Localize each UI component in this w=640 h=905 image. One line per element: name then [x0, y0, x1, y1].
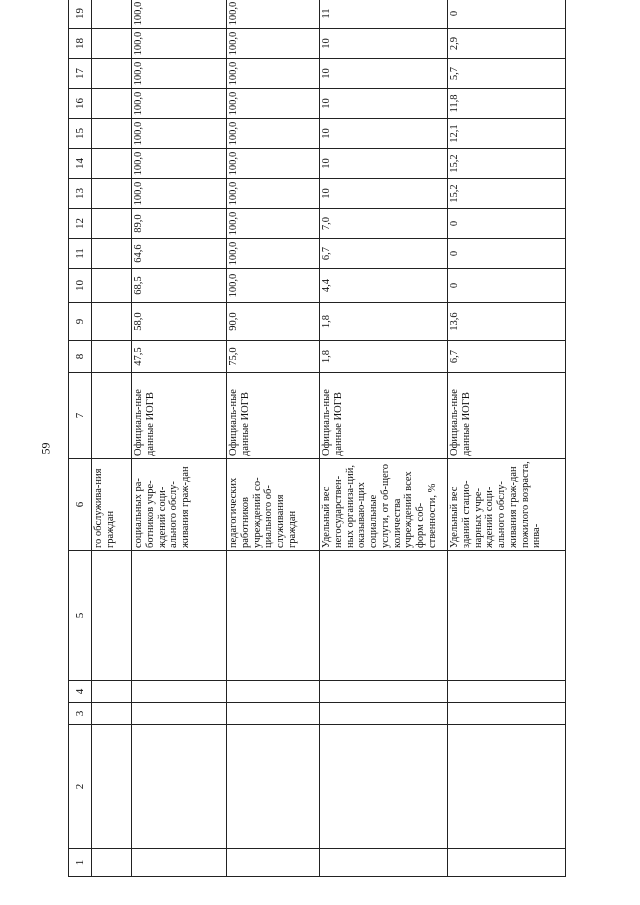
empty-cell: [92, 725, 132, 849]
value-cell: 10: [320, 149, 448, 179]
value-cell: 1,8: [320, 341, 448, 373]
col-header: 6: [69, 459, 92, 551]
indicator-cell: педагогических работников учреждений со-циального об-служивания граждан: [227, 459, 320, 551]
value-cell: 100,0: [227, 119, 320, 149]
indicator-cell: го обслужива-ния граждан: [92, 459, 132, 551]
value-cell: 100,0: [227, 149, 320, 179]
value-cell: 100,0: [132, 29, 227, 59]
value-cell: [92, 209, 132, 239]
value-cell: 47,5: [132, 341, 227, 373]
col-header: 13: [69, 179, 92, 209]
indicator-cell: Удельный вес негосударствен-ных организа-ций, оказываю-щих социальные услуги, от об-щего количества учреждений всех форм соб-ственности, %: [320, 459, 448, 551]
value-cell: 100,0: [132, 59, 227, 89]
col-header: 11: [69, 239, 92, 269]
value-cell: 4,4: [320, 269, 448, 303]
value-cell: [92, 0, 132, 29]
empty-cell: [320, 681, 448, 703]
empty-cell: [320, 703, 448, 725]
table-row: [227, 0, 320, 877]
value-cell: 5,7: [448, 59, 566, 89]
col-header: 9: [69, 303, 92, 341]
empty-cell: [227, 725, 320, 849]
value-cell: 11: [320, 0, 448, 29]
empty-cell: [448, 551, 566, 681]
source-cell: Официаль-ные данные ИОГВ: [320, 373, 448, 459]
value-cell: 100,0: [227, 59, 320, 89]
value-cell: 68,5: [132, 269, 227, 303]
value-cell: 100,0: [132, 0, 227, 29]
value-cell: 100,0: [227, 209, 320, 239]
value-cell: 100,0: [132, 179, 227, 209]
value-cell: 58,0: [132, 303, 227, 341]
source-cell: Официаль-ные данные ИОГВ: [227, 373, 320, 459]
empty-cell: [92, 849, 132, 877]
empty-cell: [448, 681, 566, 703]
indicator-cell: социальных ра-ботников учре-ждений соци-ального обслу-живания граж-дан: [132, 459, 227, 551]
empty-cell: [132, 703, 227, 725]
value-cell: 10: [320, 179, 448, 209]
value-cell: 75,0: [227, 341, 320, 373]
table-row: [132, 0, 227, 877]
value-cell: [92, 179, 132, 209]
empty-cell: [320, 551, 448, 681]
value-cell: 0: [448, 239, 566, 269]
col-header: 1: [69, 849, 92, 877]
table-row: [448, 0, 566, 877]
value-cell: 1,8: [320, 303, 448, 341]
value-cell: 15,2: [448, 149, 566, 179]
value-cell: 10: [320, 59, 448, 89]
empty-cell: [132, 849, 227, 877]
col-header: 2: [69, 725, 92, 849]
value-cell: [92, 59, 132, 89]
value-cell: 7,0: [320, 209, 448, 239]
col-header: 12: [69, 209, 92, 239]
column-number-row: [69, 0, 92, 877]
value-cell: 100,0: [132, 119, 227, 149]
col-header: 14: [69, 149, 92, 179]
value-cell: 12,1: [448, 119, 566, 149]
col-header: 15: [69, 119, 92, 149]
col-header: 10: [69, 269, 92, 303]
value-cell: 10: [320, 29, 448, 59]
empty-cell: [132, 681, 227, 703]
empty-cell: [132, 551, 227, 681]
table-row: [92, 0, 132, 877]
value-cell: 90,0: [227, 303, 320, 341]
indicator-cell: Удельный вес зданий стацио-нарных учре-ждений соци-ального обслу-живания граж-дан пожилого возраста, инва-: [448, 459, 566, 551]
table-row: [320, 0, 448, 877]
value-cell: 100,0: [227, 269, 320, 303]
value-cell: [92, 29, 132, 59]
source-cell: Официаль-ные данные ИОГВ: [448, 373, 566, 459]
empty-cell: [227, 551, 320, 681]
col-header: 17: [69, 59, 92, 89]
col-header: 19: [69, 0, 92, 29]
empty-cell: [448, 703, 566, 725]
value-cell: [92, 239, 132, 269]
value-cell: 89,0: [132, 209, 227, 239]
value-cell: [92, 89, 132, 119]
empty-cell: [227, 849, 320, 877]
empty-cell: [132, 725, 227, 849]
empty-cell: [448, 849, 566, 877]
empty-cell: [92, 681, 132, 703]
empty-cell: [227, 703, 320, 725]
value-cell: 100,0: [227, 0, 320, 29]
value-cell: 0: [448, 0, 566, 29]
source-cell: Официаль-ные данные ИОГВ: [132, 373, 227, 459]
value-cell: 2,9: [448, 29, 566, 59]
rotated-page-content: [68, 1, 628, 877]
value-cell: 0: [448, 269, 566, 303]
value-cell: 64,6: [132, 239, 227, 269]
col-header: 3: [69, 703, 92, 725]
empty-cell: [92, 551, 132, 681]
value-cell: 100,0: [132, 149, 227, 179]
value-cell: 15,2: [448, 179, 566, 209]
source-cell: [92, 373, 132, 459]
empty-cell: [92, 703, 132, 725]
value-cell: 6,7: [448, 341, 566, 373]
col-header: 16: [69, 89, 92, 119]
empty-cell: [320, 849, 448, 877]
page-number: 59: [38, 442, 53, 455]
value-cell: [92, 119, 132, 149]
value-cell: [92, 303, 132, 341]
value-cell: 11,8: [448, 89, 566, 119]
empty-cell: [448, 725, 566, 849]
empty-cell: [320, 725, 448, 849]
value-cell: [92, 149, 132, 179]
value-cell: 100,0: [227, 29, 320, 59]
col-header: 8: [69, 341, 92, 373]
value-cell: 13,6: [448, 303, 566, 341]
col-header: 4: [69, 681, 92, 703]
value-cell: 100,0: [227, 89, 320, 119]
col-header: 7: [69, 373, 92, 459]
value-cell: 100,0: [132, 89, 227, 119]
col-header: 5: [69, 551, 92, 681]
value-cell: 6,7: [320, 239, 448, 269]
value-cell: 100,0: [227, 179, 320, 209]
indicator-table: [68, 0, 566, 877]
empty-cell: [227, 681, 320, 703]
value-cell: 10: [320, 119, 448, 149]
value-cell: 10: [320, 89, 448, 119]
value-cell: 100,0: [227, 239, 320, 269]
col-header: 18: [69, 29, 92, 59]
value-cell: [92, 341, 132, 373]
value-cell: 0: [448, 209, 566, 239]
value-cell: [92, 269, 132, 303]
